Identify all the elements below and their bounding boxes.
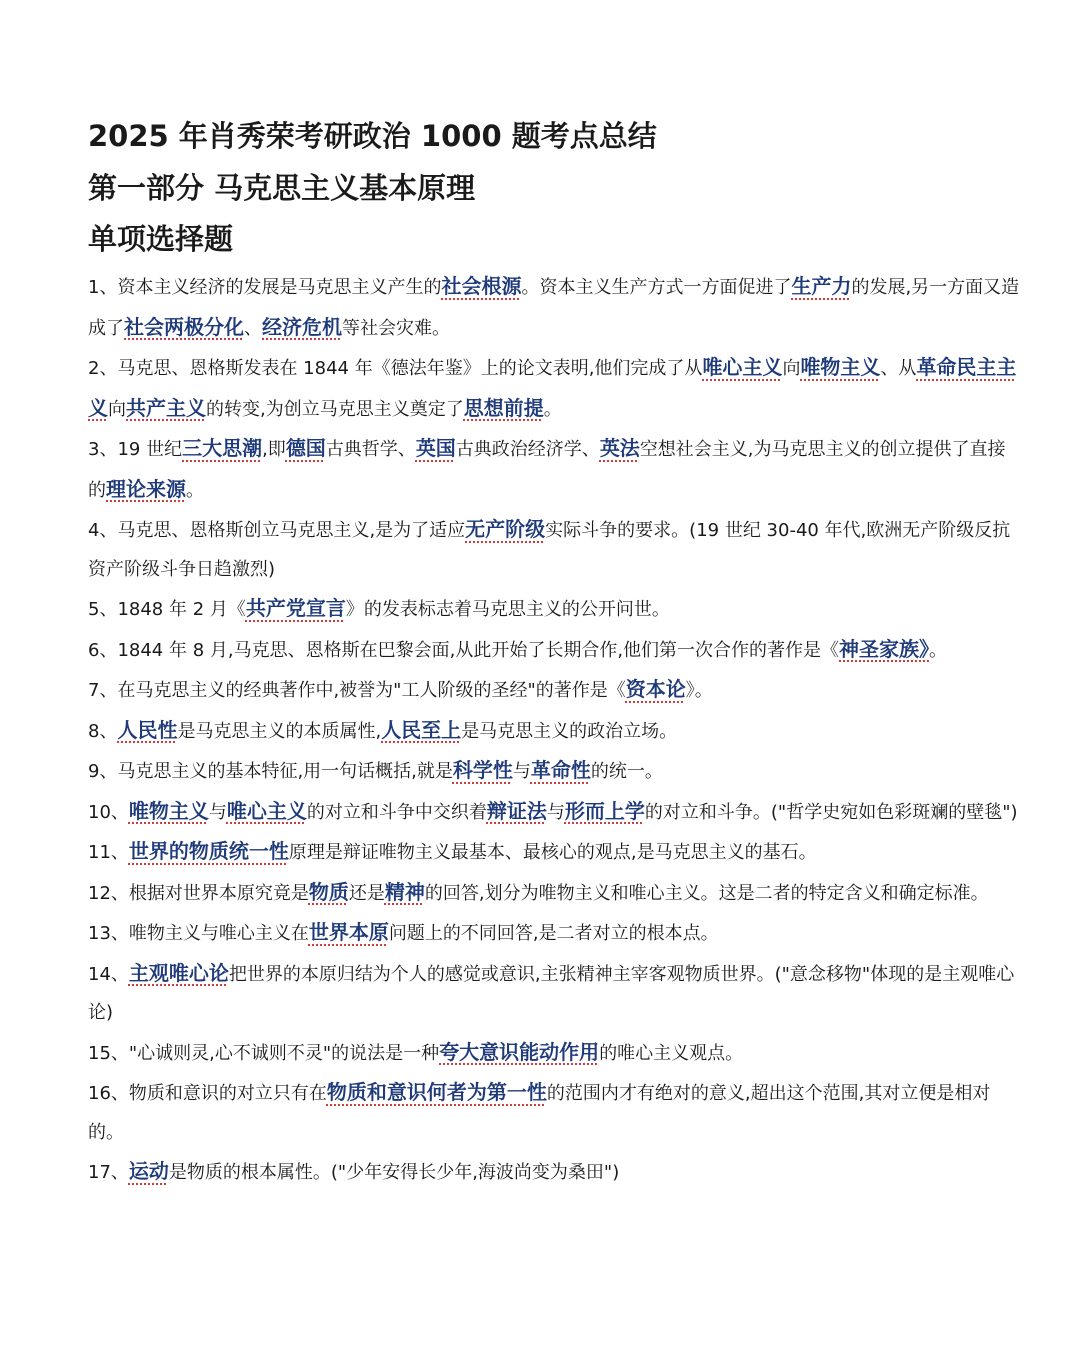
- highlighted-term: 社会根源: [441, 274, 522, 299]
- item-text: 的对立和斗争。("哲学史宛如色彩斑斓的壁毯"): [644, 801, 1018, 823]
- highlighted-term: 唯物主义: [800, 355, 881, 380]
- highlighted-term: 世界本原: [308, 920, 389, 945]
- item-text: 与: [208, 801, 227, 823]
- list-item: [88, 429, 1020, 510]
- item-text: 向: [782, 358, 801, 380]
- item-text: 把世界的本原归结为个人的感觉或意识,主张精神主宰客观物质世界。("意念移物"体现的是主观唯心论): [88, 963, 1015, 1024]
- item-text: 、从: [880, 358, 917, 380]
- item-text: 1、资本主义经济的发展是马克思主义产生的: [88, 277, 442, 299]
- item-text: 。: [929, 639, 948, 661]
- item-text: 与: [546, 801, 565, 823]
- highlighted-term: 运动: [128, 1159, 169, 1184]
- item-text: 的范围内才有绝对的意义,超出这个范围,其对立便是相对的。: [88, 1083, 991, 1143]
- highlighted-term: 无产阶级: [465, 517, 546, 542]
- item-text: 等社会灾难。: [342, 317, 450, 339]
- highlighted-term: 英国: [415, 436, 456, 461]
- highlighted-term: 经济危机: [262, 314, 342, 339]
- item-text: 与: [512, 761, 531, 783]
- item-text: 古典政治经济学、: [455, 439, 600, 461]
- highlighted-term: 唯心主义: [226, 798, 307, 823]
- highlighted-term: 理论来源: [106, 476, 186, 501]
- list-item: [88, 267, 1020, 348]
- highlighted-term: 生产力: [791, 274, 852, 299]
- list-item: [88, 1152, 1020, 1193]
- item-text: 古典哲学、: [325, 439, 416, 461]
- item-text: 空想社会主义,为马克思主义的创立提供了直接的: [88, 439, 1006, 501]
- highlighted-term: 辩证法: [486, 798, 547, 823]
- item-text: 。资本主义生产方式一方面促进了: [521, 277, 792, 299]
- item-text: 16、物质和意识的对立只有在: [88, 1083, 327, 1105]
- item-text: 是马克思主义的政治立场。: [461, 720, 678, 742]
- item-text: 8、: [88, 720, 118, 742]
- highlighted-term: 德国: [285, 436, 326, 461]
- item-text: 11、: [88, 842, 129, 864]
- highlighted-term: 物质: [308, 879, 349, 904]
- highlighted-term: 神圣家族》: [839, 636, 930, 661]
- item-text: 13、唯物主义与唯心主义在: [88, 923, 309, 945]
- highlighted-term: 主观唯心论: [128, 960, 229, 985]
- item-text: 的对立和斗争中交织着: [306, 801, 487, 823]
- item-text: ,即: [262, 439, 286, 461]
- list-item: [88, 751, 1020, 792]
- item-text: 、: [244, 317, 262, 339]
- item-text: 15、"心诚则灵,心不诚则不灵"的说法是一种: [88, 1042, 440, 1064]
- list-item: [88, 873, 1020, 914]
- section-heading: 单项选择题: [88, 222, 234, 257]
- question-list: [88, 267, 1020, 1193]
- item-text: 5、1848 年 2 月《: [88, 599, 246, 621]
- highlighted-term: 社会两极分化: [124, 314, 244, 339]
- item-text: 17、: [88, 1162, 129, 1184]
- item-text: 的唯心主义观点。: [599, 1042, 744, 1064]
- list-item: [88, 832, 1020, 873]
- highlighted-term: 物质和意识何者为第一性: [326, 1080, 547, 1105]
- list-item: [88, 1033, 1020, 1074]
- item-text: 3、19 世纪: [88, 439, 183, 461]
- item-text: 是物质的根本属性。("少年安得长少年,海波尚变为桑田"): [168, 1162, 620, 1184]
- item-text: 》的发表标志着马克思主义的公开问世。: [345, 599, 670, 621]
- list-item: [88, 630, 1020, 671]
- item-text: 12、根据对世界本原究竟是: [88, 882, 309, 904]
- highlighted-term: 思想前提: [463, 395, 544, 420]
- item-text: 的发展,另一方面又造成了: [88, 277, 1020, 339]
- highlighted-term: 科学性: [452, 758, 513, 783]
- highlighted-term: 资本论: [625, 677, 686, 702]
- item-text: 10、: [88, 801, 129, 823]
- highlighted-term: 共产主义: [126, 395, 206, 420]
- highlighted-term: 革命性: [530, 758, 591, 783]
- highlighted-term: 形而上学: [564, 798, 645, 823]
- highlighted-term: 英法: [599, 436, 640, 461]
- list-item: [88, 913, 1020, 954]
- item-text: 14、: [88, 963, 129, 985]
- highlighted-term: 唯物主义: [128, 798, 209, 823]
- item-text: 向: [108, 398, 126, 420]
- item-text: 的统一。: [590, 761, 663, 783]
- highlighted-term: 世界的物质统一性: [128, 839, 289, 864]
- list-item: [88, 711, 1020, 752]
- item-text: 2、马克思、恩格斯发表在 1844 年《德法年鉴》上的论文表明,他们完成了从: [88, 358, 703, 380]
- item-text: 的回答,划分为唯物主义和唯心主义。这是二者的特定含义和确定标准。: [424, 882, 989, 904]
- list-item: [88, 954, 1020, 1033]
- highlighted-term: 革命民主主义: [88, 355, 1017, 420]
- part-heading: 第一部分 马克思主义基本原理: [88, 170, 476, 205]
- list-item: [88, 670, 1020, 711]
- list-item: [88, 792, 1020, 833]
- highlighted-term: 夸大意识能动作用: [439, 1039, 600, 1064]
- item-text: 6、1844 年 8 月,马克思、恩格斯在巴黎会面,从此开始了长期合作,他们第一次合作的著作是《: [88, 639, 840, 661]
- list-item: [88, 348, 1020, 429]
- item-text: 是马克思主义的本质属性,: [177, 720, 382, 742]
- highlighted-term: 三大思潮: [182, 436, 263, 461]
- highlighted-term: 人民至上: [381, 717, 462, 742]
- highlighted-term: 人民性: [117, 717, 178, 742]
- item-text: 问题上的不同回答,是二者对立的根本点。: [388, 923, 719, 945]
- item-text: 。: [543, 398, 562, 420]
- item-text: 还是: [348, 882, 385, 904]
- item-text: 9、马克思主义的基本特征,用一句话概括,就是: [88, 761, 453, 783]
- item-text: 原理是辩证唯物主义最基本、最核心的观点,是马克思主义的基石。: [288, 842, 817, 864]
- item-text: 。: [186, 479, 204, 501]
- item-text: 实际斗争的要求。(19 世纪 30-40 年代,欧洲无产阶级反抗资产阶级斗争日趋激烈): [88, 520, 1011, 580]
- list-item: [88, 1073, 1020, 1152]
- item-text: 》。: [685, 680, 713, 702]
- highlighted-term: 精神: [384, 879, 425, 904]
- item-text: 的转变,为创立马克思主义奠定了: [206, 398, 464, 420]
- document-title: 2025 年肖秀荣考研政治 1000 题考点总结: [88, 119, 657, 153]
- highlighted-term: 共产党宣言: [245, 596, 346, 621]
- item-text: 7、在马克思主义的经典著作中,被誉为"工人阶级的圣经"的著作是《: [88, 680, 626, 702]
- highlighted-term: 唯心主义: [702, 355, 783, 380]
- list-item: [88, 589, 1020, 630]
- item-text: 4、马克思、恩格斯创立马克思主义,是为了适应: [88, 520, 466, 542]
- list-item: [88, 510, 1020, 589]
